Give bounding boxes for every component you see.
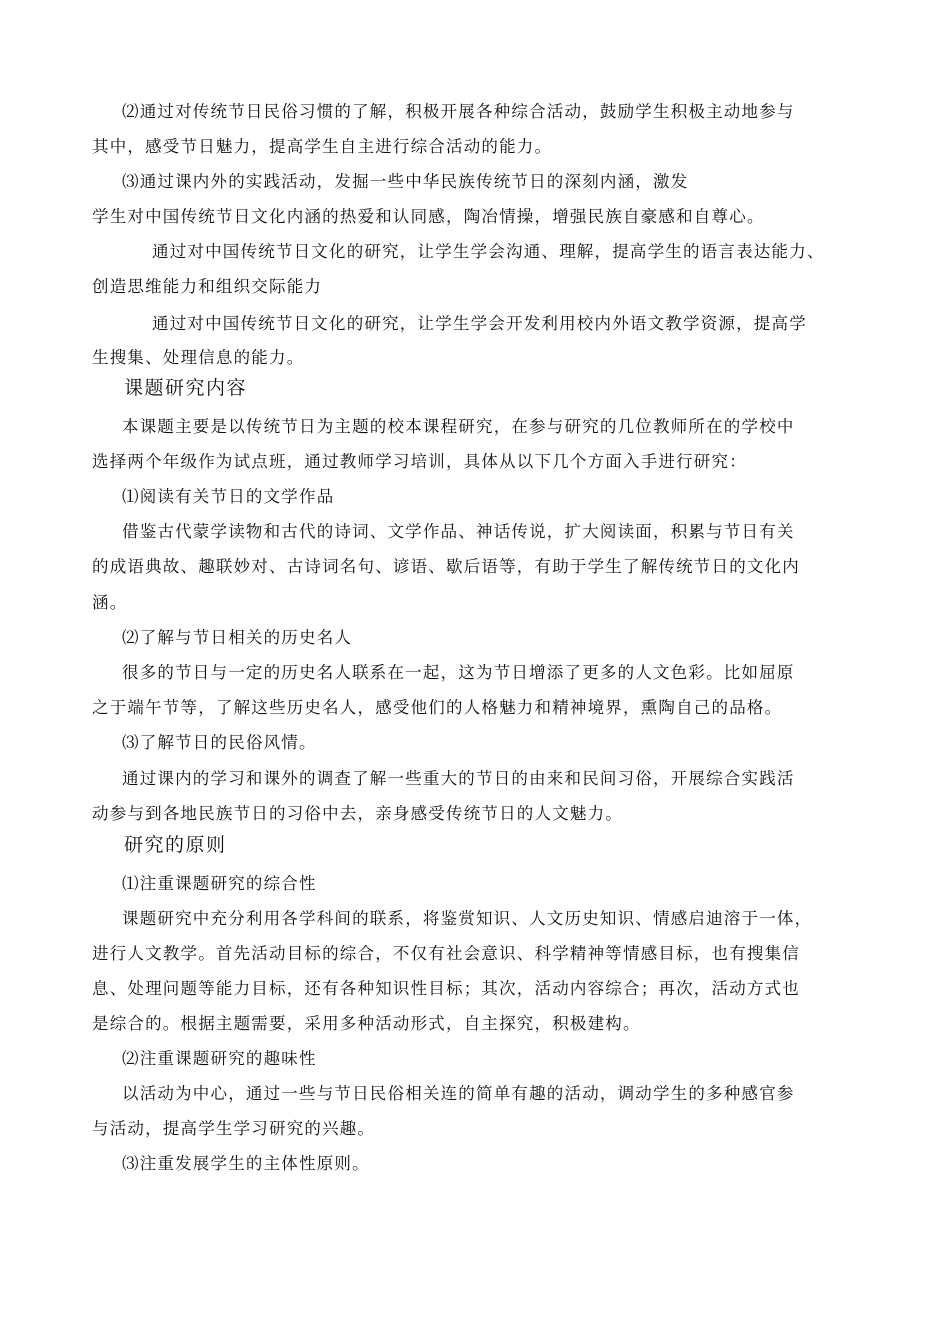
section-heading: 课题研究内容 bbox=[124, 377, 248, 399]
subheading-line: ⑵注重课题研究的趣味性 bbox=[122, 1049, 317, 1068]
paragraph-line: 以活动为中心，通过一些与节日民俗相关连的简单有趣的活动，调动学生的多种感官参 bbox=[122, 1084, 795, 1103]
paragraph-line: ⑶通过课内外的实践活动，发掘一些中华民族传统节日的深刻内涵，激发 bbox=[122, 172, 689, 191]
paragraph-line: 选择两个年级作为试点班，通过教师学习培训，具体从以下几个方面入手进行研究： bbox=[92, 452, 747, 471]
paragraph-line: 通过对中国传统节日文化的研究，让学生学会开发利用校内外语文教学资源，提高学 bbox=[152, 314, 807, 333]
subheading-line: ⑶注重发展学生的主体性原则。 bbox=[122, 1154, 370, 1173]
paragraph-line: 通过课内的学习和课外的调查了解一些重大的节日的由来和民间习俗，开展综合实践活 bbox=[122, 769, 795, 788]
paragraph-line: 与活动，提高学生学习研究的兴趣。 bbox=[92, 1119, 376, 1138]
paragraph-line: 的成语典故、趣联妙对、古诗词名句、谚语、歇后语等，有助于学生了解传统节日的文化内 bbox=[92, 557, 800, 576]
paragraph-line: 动参与到各地民族节日的习俗中去，亲身感受传统节日的人文魅力。 bbox=[92, 804, 623, 823]
paragraph-line: ⑵通过对传统节日民俗习惯的了解，积极开展各种综合活动，鼓励学生积极主动地参与 bbox=[122, 102, 795, 121]
subheading-line: ⑵了解与节日相关的历史名人 bbox=[122, 628, 353, 647]
paragraph-line: 涵。 bbox=[92, 593, 128, 612]
paragraph-line: 很多的节日与一定的历史名人联系在一起，这为节日增添了更多的人文色彩。比如屈原 bbox=[122, 663, 795, 682]
paragraph-line: 本课题主要是以传统节日为主题的校本课程研究，在参与研究的几位教师所在的学校中 bbox=[122, 417, 795, 436]
subheading-line: ⑴注重课题研究的综合性 bbox=[122, 874, 317, 893]
paragraph-line: 息、处理问题等能力目标，还有各种知识性目标；其次，活动内容综合；再次，活动方式也 bbox=[92, 979, 800, 998]
subheading-line: ⑴阅读有关节日的文学作品 bbox=[122, 487, 335, 506]
paragraph-line: 生搜集、处理信息的能力。 bbox=[92, 348, 305, 367]
paragraph-line: 其中，感受节日魅力，提高学生自主进行综合活动的能力。 bbox=[92, 137, 553, 156]
section-heading: 研究的原则 bbox=[124, 834, 227, 856]
paragraph-line: 学生对中国传统节日文化内涵的热爱和认同感，陶冶情操，增强民族自豪感和自尊心。 bbox=[92, 207, 765, 226]
subheading-line: ⑶了解节日的民俗风情。 bbox=[122, 733, 317, 752]
paragraph-line: 之于端午节等，了解这些历史名人，感受他们的人格魅力和精神境界，熏陶自己的品格。 bbox=[92, 698, 783, 717]
paragraph-line: 课题研究中充分利用各学科间的联系，将鉴赏知识、人文历史知识、情感启迪溶于一体， bbox=[122, 909, 813, 928]
paragraph-line: 进行人文教学。首先活动目标的综合，不仅有社会意识、科学精神等情感目标，也有搜集信 bbox=[92, 944, 800, 963]
paragraph-line: 是综合的。根据主题需要，采用多种活动形式，自主探究，积极建构。 bbox=[92, 1014, 641, 1033]
paragraph-line: 创造思维能力和组织交际能力 bbox=[92, 277, 323, 296]
paragraph-line: 借鉴古代蒙学读物和古代的诗词、文学作品、神话传说，扩大阅读面，积累与节日有关 bbox=[122, 522, 795, 541]
paragraph-line: 通过对中国传统节日文化的研究，让学生学会沟通、理解，提高学生的语言表达能力、 bbox=[152, 242, 825, 261]
